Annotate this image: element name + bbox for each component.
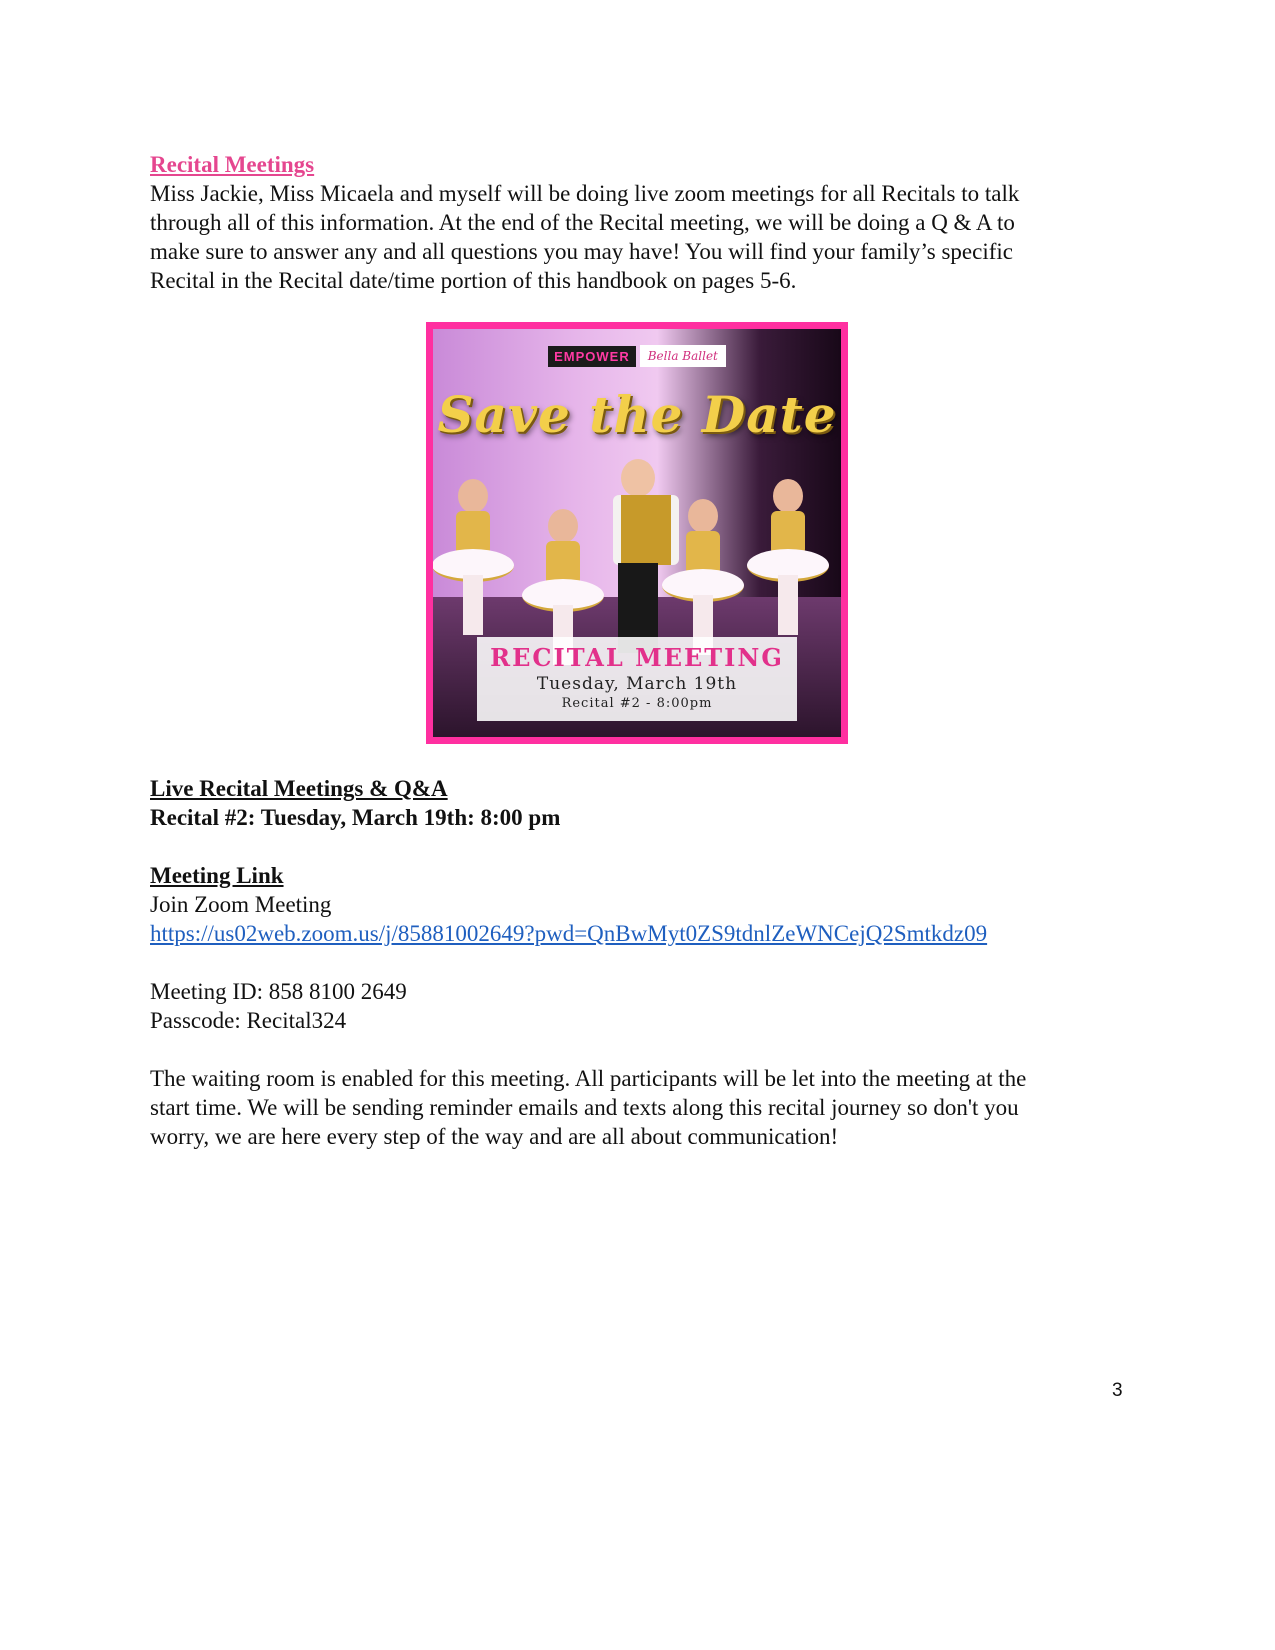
closing-line-2: start time. We will be sending reminder emails and texts along this recital journey so don't you (150, 1095, 1019, 1120)
banner-time: Recital #2 - 8:00pm (561, 696, 713, 711)
intro-line-1: Miss Jackie, Miss Micaela and myself will be doing live zoom meetings for all Recitals to talk (150, 181, 1020, 206)
dancer-figure (743, 479, 833, 649)
bella-ballet-logo: Bella Ballet (640, 345, 726, 367)
join-zoom-text: Join Zoom Meeting (150, 892, 332, 917)
intro-line-3: make sure to answer any and all questions you may have! You will find your family’s specific (150, 239, 1013, 264)
banner-date: Tuesday, March 19th (536, 674, 738, 694)
dancer-figure (663, 499, 743, 659)
flyer-logos (433, 345, 841, 367)
banner-title: RECITAL MEETING (490, 643, 784, 672)
live-meetings-heading: Live Recital Meetings & Q&A (150, 776, 448, 801)
meeting-id: Meeting ID: 858 8100 2649 (150, 979, 407, 1004)
closing-line-3: worry, we are here every step of the way and are all about communication! (150, 1124, 839, 1149)
page-number: 3 (1112, 1380, 1123, 1401)
meeting-passcode: Passcode: Recital324 (150, 1008, 347, 1033)
dancer-figure (433, 479, 513, 639)
save-the-date-flyer (426, 322, 848, 744)
intro-line-2: through all of this information. At the end of the Recital meeting, we will be doing a Q & A to (150, 210, 1015, 235)
intro-line-4: Recital in the Recital date/time portion of this handbook on pages 5-6. (150, 268, 797, 293)
closing-line-1: The waiting room is enabled for this meeting. All participants will be let into the meeting at the (150, 1066, 1027, 1091)
meeting-link-heading: Meeting Link (150, 863, 284, 888)
save-the-date-headline: Save the Date (437, 385, 837, 444)
recital-meetings-heading: Recital Meetings (150, 152, 315, 177)
zoom-meeting-link[interactable]: https://us02web.zoom.us/j/85881002649?pwd=QnBwMyt0ZS9tdnlZeWNCejQ2Smtkdz09 (150, 921, 988, 946)
empower-logo: EMPOWER (548, 346, 636, 367)
recital-meeting-banner (477, 637, 797, 721)
recital-2-schedule: Recital #2: Tuesday, March 19th: 8:00 pm (150, 805, 561, 830)
